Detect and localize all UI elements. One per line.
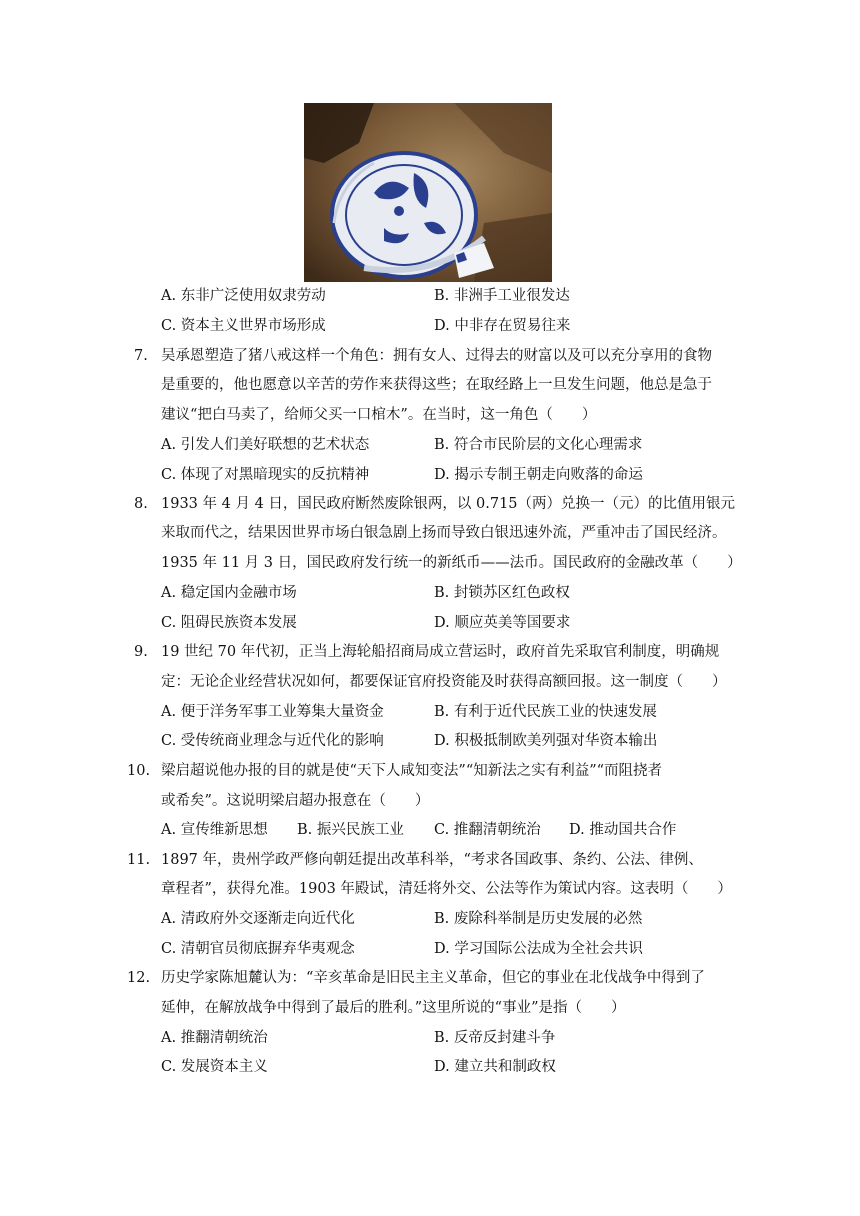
q12-option-b: B. 反帝反封建斗争 [434,1030,556,1046]
q10-stem-line-1: 梁启超说他办报的目的就是使“天下人咸知变法”“知新法之实有利益”“而阻挠者 [161,763,663,779]
porcelain-illustration [304,103,552,282]
q9-option-c: C. 受传统商业理念与近代化的影响 [161,733,384,749]
q10-option-d: D. 推动国共合作 [569,822,677,838]
q12-option-c: C. 发展资本主义 [161,1059,268,1075]
q7-stem-line-3: 建议“把白马卖了，给师父买一口棺木”。在当时，这一角色（ ） [161,407,597,423]
q7-option-b: B. 符合市民阶层的文化心理需求 [434,437,643,453]
q11-stem-line-1: 1897 年，贵州学政严修向朝廷提出改革科举，“考求各国政事、条约、公法、律例、 [161,852,703,868]
q10-number: 10. [127,763,151,779]
q6-option-b: B. 非洲手工业很发达 [434,288,570,304]
q7-number: 7. [134,348,148,364]
q9-stem-line-2: 定：无论企业经营状况如何，都要保证官府投资能及时获得高额回报。这一制度（ ） [161,674,727,690]
q7-option-d: D. 揭示专制王朝走向败落的命运 [434,467,643,483]
q9-number: 9. [134,644,148,660]
q12-stem-line-1: 历史学家陈旭麓认为：“辛亥革命是旧民主主义革命，但它的事业在北伐战争中得到了 [161,970,705,986]
q10-option-c: C. 推翻清朝统治 [434,822,541,838]
q12-number: 12. [127,970,151,986]
q7-option-a: A. 引发人们美好联想的艺术状态 [161,437,370,453]
q8-stem-line-1: 1933 年 4 月 4 日，国民政府断然废除银两，以 0.715（两）兑换一（元）的比值用银元 [161,496,736,512]
q8-stem-line-2: 来取而代之，结果因世界市场白银急剧上扬而导致白银迅速外流，严重冲击了国民经济。 [161,525,727,541]
q12-option-a: A. 推翻清朝统治 [161,1030,268,1046]
q11-number: 11. [127,852,151,868]
q11-option-d: D. 学习国际公法成为全社会共识 [434,941,643,957]
q12-option-d: D. 建立共和制政权 [434,1059,556,1075]
q8-option-a: A. 稳定国内金融市场 [161,585,297,601]
q9-option-a: A. 便于洋务军事工业筹集大量资金 [161,704,384,720]
q7-option-c: C. 体现了对黑暗现实的反抗精神 [161,467,370,483]
q9-option-d: D. 积极抵制欧美列强对华资本输出 [434,733,658,749]
q6-option-a: A. 东非广泛使用奴隶劳动 [161,288,326,304]
q6-option-c: C. 资本主义世界市场形成 [161,318,326,334]
q11-option-b: B. 废除科举制是历史发展的必然 [434,911,643,927]
q7-stem-line-2: 是重要的，他也愿意以辛苦的劳作来获得这些；在取经路上一旦发生问题，他总是急于 [161,377,712,393]
q11-option-c: C. 清朝官员彻底摒弃华夷观念 [161,941,355,957]
q8-stem-line-3: 1935 年 11 月 3 日，国民政府发行统一的新纸币——法币。国民政府的金融改革（ ） [161,555,742,571]
q11-option-a: A. 清政府外交逐渐走向近代化 [161,911,355,927]
q12-stem-line-2: 延伸，在解放战争中得到了最后的胜利。”这里所说的“事业”是指（ ） [161,1000,626,1016]
q11-stem-line-2: 章程者”，获得允准。1903 年殿试，清廷将外交、公法等作为策试内容。这表明（ ） [161,881,732,897]
q10-stem-line-2: 或希矣”。这说明梁启超办报意在（ ） [161,793,430,809]
q9-option-b: B. 有利于近代民族工业的快速发展 [434,704,657,720]
q8-option-d: D. 顺应英美等国要求 [434,615,571,631]
q8-option-b: B. 封锁苏区红色政权 [434,585,570,601]
porcelain-photo [304,103,552,282]
q10-option-b: B. 振兴民族工业 [297,822,404,838]
q9-stem-line-1: 19 世纪 70 年代初，正当上海轮船招商局成立营运时，政府首先采取官利制度，明确规 [161,644,720,660]
q7-stem-line-1: 吴承恩塑造了猪八戒这样一个角色：拥有女人、过得去的财富以及可以充分享用的食物 [161,348,712,364]
q8-option-c: C. 阻碍民族资本发展 [161,615,297,631]
q10-option-a: A. 宣传维新思想 [161,822,268,838]
q6-option-d: D. 中非存在贸易往来 [434,318,571,334]
q8-number: 8. [134,496,148,512]
